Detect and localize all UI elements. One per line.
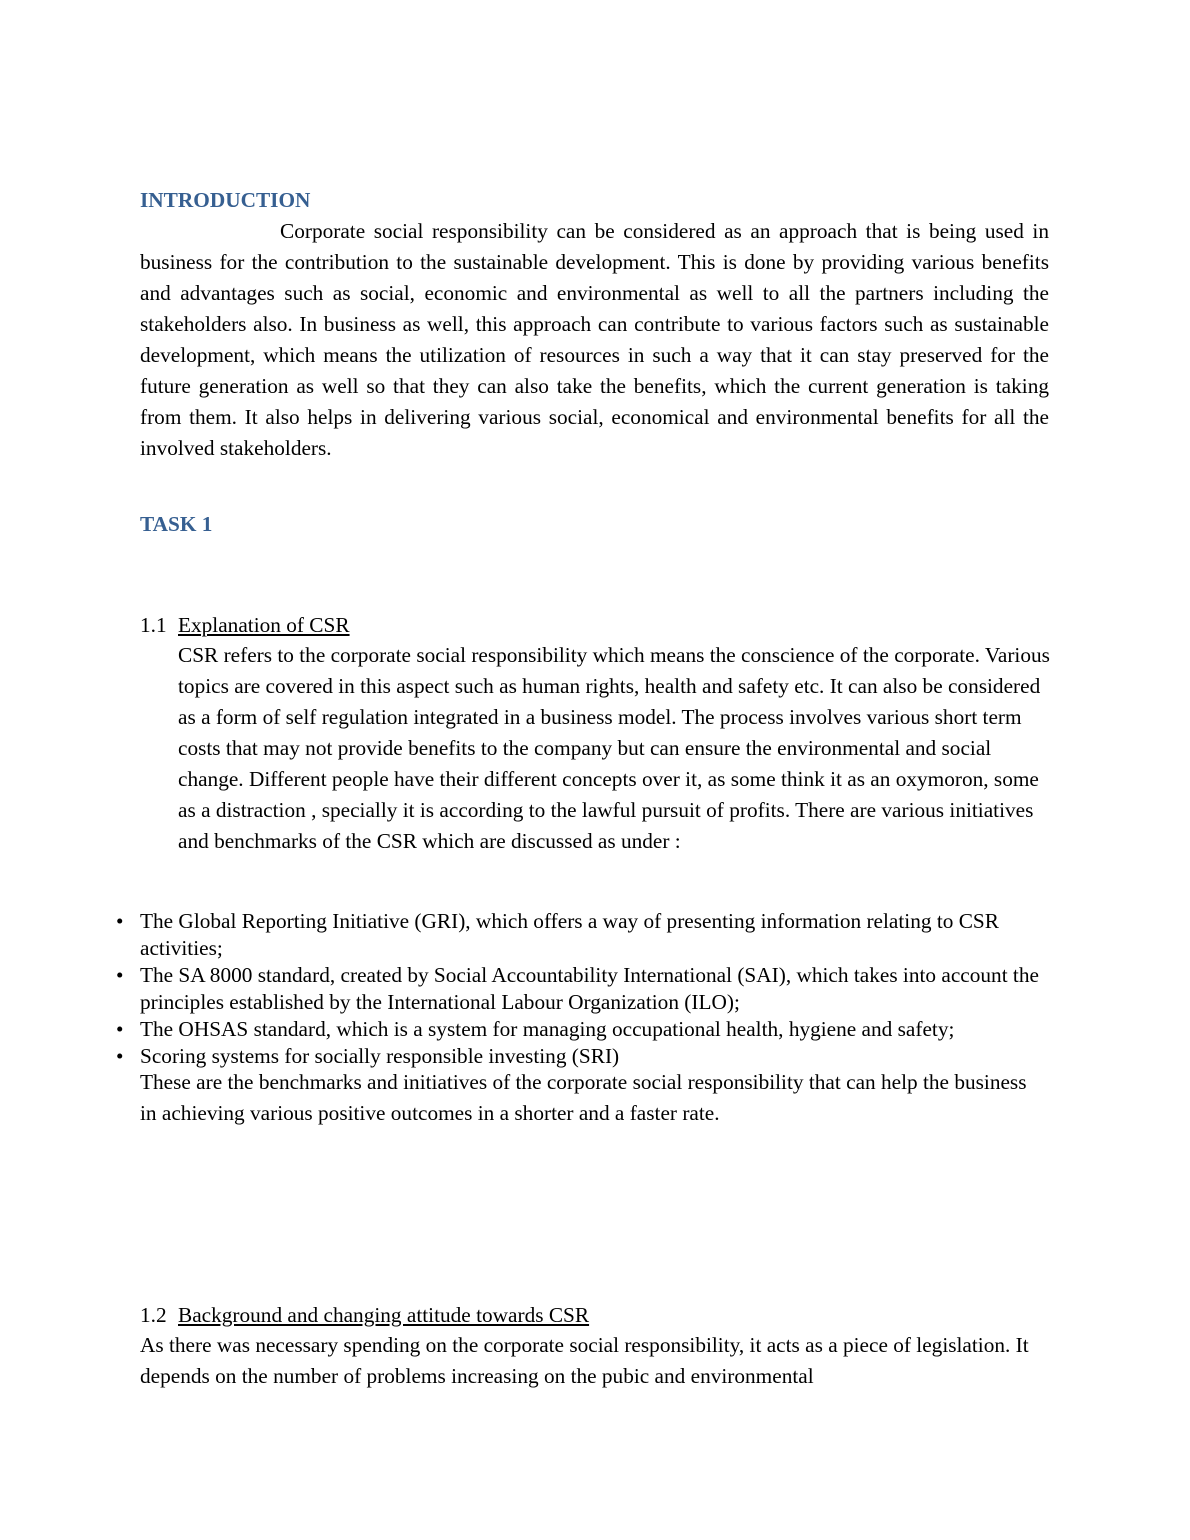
list-item-text: Scoring systems for socially responsible investing (SRI) bbox=[140, 1044, 620, 1068]
bullet-icon: • bbox=[116, 1044, 124, 1068]
section-1-1-closing-paragraph: These are the benchmarks and initiatives of the corporate social responsibility that can help the business in achieving various positive outcomes in a shorter and a faster rate. bbox=[140, 1070, 1027, 1125]
section-1-1-number: 1.1 bbox=[140, 613, 167, 637]
csr-initiatives-list bbox=[116, 908, 1050, 1070]
list-item bbox=[116, 962, 1050, 1016]
section-1-1-title: Explanation of CSR bbox=[178, 613, 350, 637]
section-1-1-heading bbox=[140, 612, 350, 638]
list-item-text: The Global Reporting Initiative (GRI), which offers a way of presenting information relating to CSR activities; bbox=[140, 909, 999, 960]
bullet-icon: • bbox=[116, 963, 124, 987]
list-item bbox=[116, 908, 1050, 962]
section-1-2-paragraph: As there was necessary spending on the corporate social responsibility, it acts as a piece of legislation. It depends on the number of problems increasing on the pubic and environmental bbox=[140, 1333, 1029, 1388]
list-item bbox=[116, 1016, 1050, 1043]
task-1-heading: TASK 1 bbox=[140, 512, 213, 536]
section-1-2-number: 1.2 bbox=[140, 1303, 167, 1327]
bullet-icon: • bbox=[116, 1017, 124, 1041]
introduction-paragraph: Corporate social responsibility can be considered as an approach that is being used in business for the contribution to the sustainable development. This is done by providing various benefits and advantages such as social, economic and environmental as well to all the partners including the stakeholders also. In business as well, this approach can contribute to various factors such as sustainable development, which means the utilization of resources in such a way that it can stay preserved for the future generation as well so that they can also take the benefits, which the current generation is taking from them. It also helps in delivering various social, economical and environmental benefits for all the involved stakeholders. bbox=[140, 219, 1049, 460]
section-1-2-heading bbox=[140, 1302, 589, 1328]
section-1-2-title: Background and changing attitude towards CSR bbox=[178, 1303, 590, 1327]
introduction-heading: INTRODUCTION bbox=[140, 188, 311, 212]
section-1-1-paragraph: CSR refers to the corporate social responsibility which means the conscience of the corporate. Various topics are covered in this aspect such as human rights, health and safety etc. It can also be considered as a form of self regulation integrated in a business model. The process involves various short term costs that may not provide benefits to the company but can ensure the environmental and social change. Different people have their different concepts over it, as some think it as an oxymoron, some as a distraction , specially it is according to the lawful pursuit of profits. There are various initiatives and benchmarks of the CSR which are discussed as under : bbox=[178, 643, 1050, 853]
bullet-icon: • bbox=[116, 909, 124, 933]
list-item-text: The OHSAS standard, which is a system for managing occupational health, hygiene and safety; bbox=[140, 1017, 955, 1041]
list-item bbox=[116, 1043, 1050, 1070]
list-item-text: The SA 8000 standard, created by Social Accountability International (SAI), which takes into account the principles established by the International Labour Organization (ILO); bbox=[140, 963, 1039, 1014]
